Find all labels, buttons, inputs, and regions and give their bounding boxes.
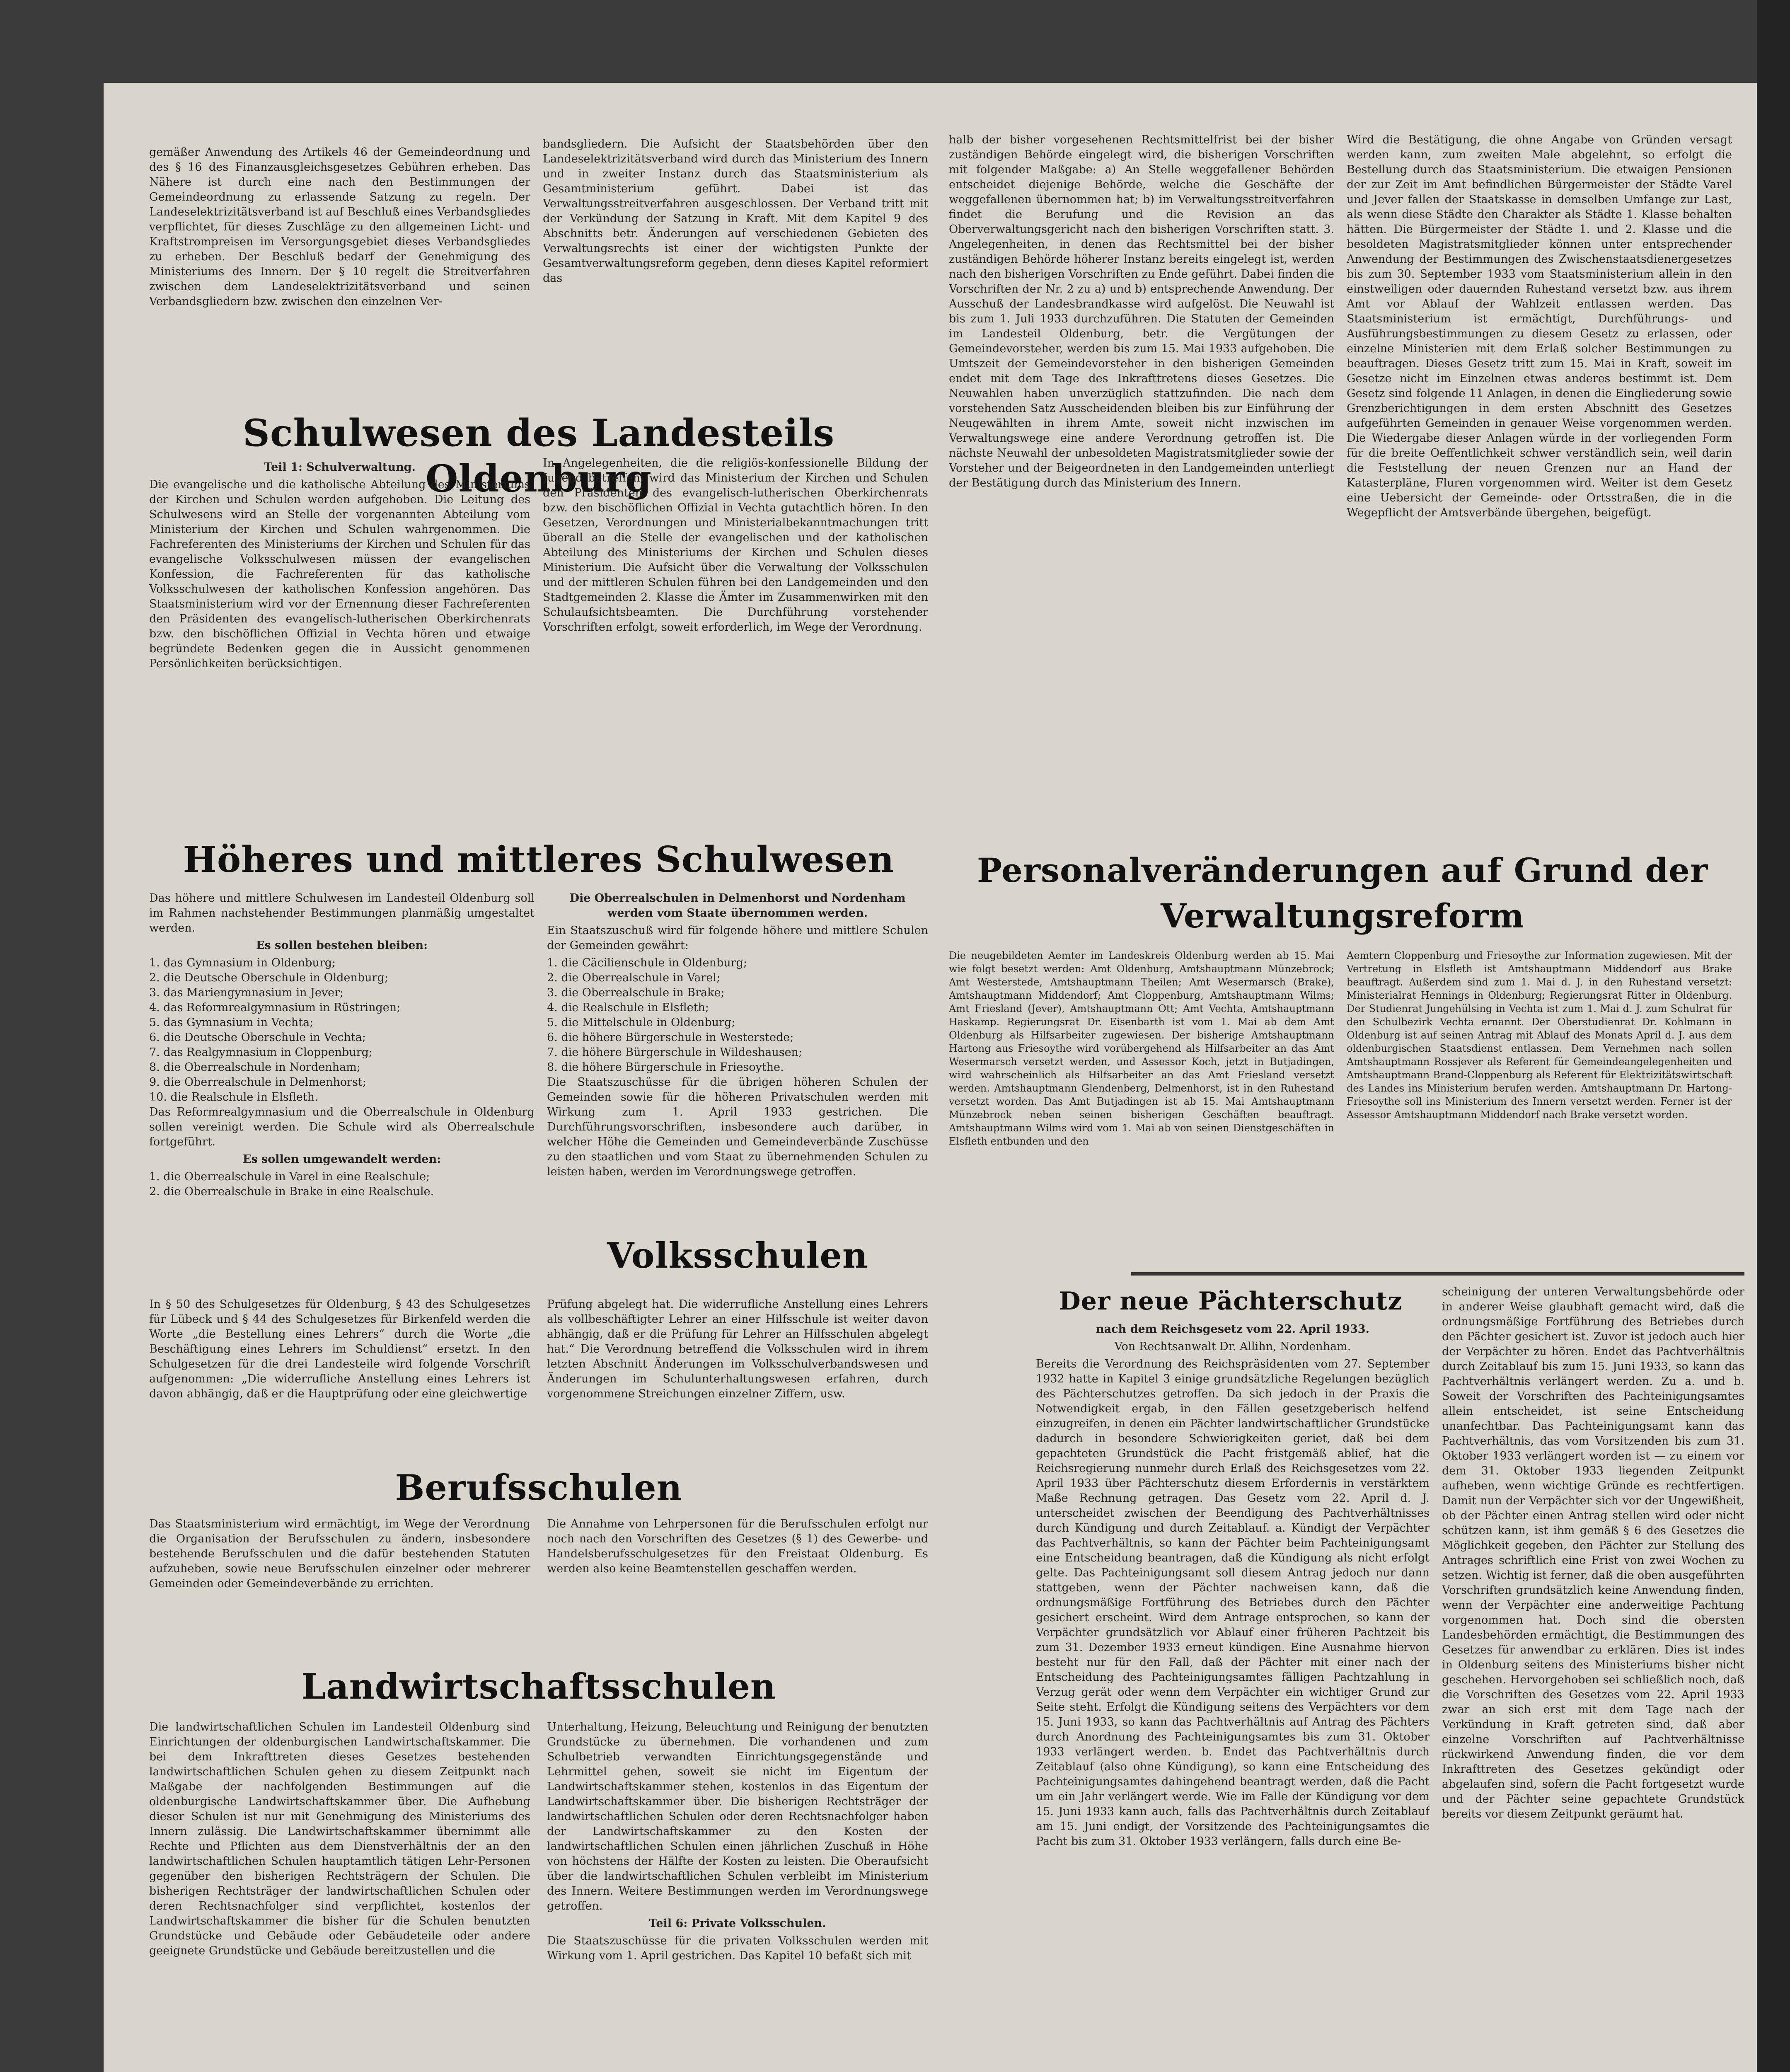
personal-text-a: Die neugebildeten Aemter im Landeskreis Oldenburg werden ab 15. Mai wie folgt besetzt werden: Amt Oldenburg, Amtshauptmann Münzebrock; Amt Westerstede, Amtshauptmann Theilen; Amt Wesermarsch (Brake), Amtshauptmann Middendorf; Amt Cloppenburg, Amtshauptmann Wilms; Amt Friesland (Jever), Amtshauptmann Ott; Amt Vechta, Amtshauptmann Haskamp. Regierungsrat Dr. Eisenbarth ist vom 1. Mai ab dem Amt Oldenburg als Hilfsarbeiter zugewiesen. Der bisherige Amtshauptmann Hartong aus Friesoythe wird vorübergehend als Hilfsarbeiter an das Amt Wesermarsch versetzt werden, und Assessor Koch, jetzt in Butjadingen, wird wahrscheinlich als Hilfsarbeiter an das Amt Friesland versetzt werden. Amtshauptmann Glendenberg, Delmenhorst, ist in den Ruhestand versetzt worden. Das Amt Butjadingen ist ab 15. Mai Amtshauptmann Münzebrock neben seinen bisherigen Geschäften beauftragt. Amtshauptmann Wilms wird vom 1. Mai ab von seinen Dienstgeschäften in Elsfleth entbunden und den [949, 950, 1334, 1147]
personal-heading-line1: Personalveränderungen auf Grund der [977, 851, 1708, 890]
volksschulen-column-a [149, 1297, 530, 1455]
schulwesen-text-b: In Angelegenheiten, die die religiös-konfessionelle Bildung der Jugend betreffen, wird das Ministerium der Kirchen und Schulen den Präsidenten des evangelisch-lutherischen Oberkirchenrats bzw. den bischöflichen Offizial in Vechta gutachtlich hören. In den Gesetzen, Verordnungen und Ministerialbekanntmachungen tritt überall an die Stelle der evangelischen und der katholischen Abteilung des Ministeriums der Kirchen und Schulen dieses Ministerium. Die Aufsicht über die Verwaltung der Volksschulen und der mittleren Schulen führen bei den Landgemeinden und den Stadtgemeinden 2. Klasse die Ämter im Zusammenwirken mit den Schulaufsichtsbeamten. Die Durchführung vorstehender Vorschriften erfolgt, soweit erforderlich, im Wege der Verordnung. [543, 457, 928, 634]
intro-text-b: bandsgliedern. Die Aufsicht der Staatsbehörden über den Landeselektrizitätsverband wird durch das Ministerium des Innern und in zweiter Instanz durch das Staatsministerium als Gesamtministerium geführt. Dabei ist das Verwaltungsstreitverfahren ausgeschlossen. Der Verband tritt mit der Verkündung der Satzung in Kraft. Mit dem Kapitel 9 des Abschnitts betr. Änderungen auf verschiedenen Gebieten des Verwaltungsrechts ist einer der wichtigsten Punkte der Gesamtverwaltungsreform gegeben, denn dieses Kapitel reformiert das [543, 138, 928, 285]
list-item: 1. die Cäcilienschule in Oldenburg; [547, 956, 747, 969]
hoeheres-zuschuss: Ein Staatszuschuß wird für folgende höhere und mittlere Schulen der Gemeinden gewährt: [547, 924, 928, 952]
berufsschulen-column-a [149, 1517, 530, 1641]
list-item: 10. die Realschule in Elsfleth. [149, 1091, 318, 1104]
landwirtschaft-heading: Landwirtschaftsschulen [301, 1666, 776, 1707]
personal-text-b: Aemtern Cloppenburg und Friesoythe zur Information zugewiesen. Mit der Vertretung in Elsfleth ist Amtshauptmann Middendorf aus Brake beauftragt. Außerdem sind zum 1. Mai d. J. in den Ruhestand versetzt: Ministerialrat Hennings in Oldenburg; Regierungsrat Ritter in Oldenburg. Der Studienrat Jungehülsing in Vechta ist zum 1. Mai d. J. zum Schulrat für den Schulbezirk Vechta ernannt. Der Oberstudienrat Dr. Kohlmann in Oldenburg ist auf seinen Antrag mit Ablauf des Monats April d. J. aus dem oldenburgischen Staatsdienst entlassen. Dem Vernehmen nach sollen Amtshauptmann Rossjever als Referent für Gemeindeangelegenheiten und Amtshauptmann Brand-Cloppenburg als Referent für Elektrizitätswirtschaft des Landes ins Ministerium berufen werden. Amtshauptmann Dr. Hartong-Friesoythe soll ins Ministerium des Innern versetzt werden. Ferner ist der Assessor Amtshauptmann Middendorf nach Brake versetzt worden. [1347, 950, 1732, 1121]
zuschuss-list [547, 956, 928, 1075]
berufsschulen-text-a: Das Staatsministerium wird ermächtigt, im Wege der Verordnung die Organisation der Berufsschulen zu ändern, insbesondere bestehende Berufsschulen und die dafür bestehenden Statuten aufzuheben, sowie neue Berufsschulen einzelner oder mehrerer Gemeinden oder Gemeindeverbände zu errichten. [149, 1518, 530, 1590]
middle-text-b: Wird die Bestätigung, die ohne Angabe von Gründen versagt werden kann, zum zweiten Male abgelehnt, so erfolgt die Bestellung durch das Staatsministerium. Die etwaigen Pensionen der zur Zeit im Amt befindlichen Bürgermeister der Städte Varel und Jever fallen der Staatskasse in demselben Umfange zur Last, als wenn diese Städte den Charakter als Städte 1. Klasse behalten hätten. Die Bürgermeister der Städte 1. und 2. Klasse und die besoldeten Magistratsmitglieder können unter entsprechender Anwendung der Bestimmungen des Zwischenstaatsdienergesetzes bis zum 30. September 1933 vom Staatsministerium allein in den einstweiligen oder dauernden Ruhestand versetzt bzw. aus ihrem Amt vor Ablauf der Wahlzeit entlassen werden. Das Staatsministerium ist ermächtigt, Durchführungs- und Ausführungsbestimmungen zu diesem Gesetz zu erlassen, oder einzelne Ministerien mit dem Erlaß solcher Bestimmungen zu beauftragen. Dieses Gesetz tritt zum 15. Mai in Kraft, soweit im Gesetze nicht im Einzelnen etwas anderes bestimmt ist. Dem Gesetz sind folgende 11 Anlagen, in denen die Eingliederung sowie Grenzberichtigungen in dem ersten Abschnitt des Gesetzes aufgeführten Gemeinden in genauer Weise vorgenommen werden. Die Wiedergabe dieser Anlagen würde in der vorliegenden Form für die breite Oeffentlichkeit schwer verständlich sein, weil darin die Feststellung der neuen Grenzen nur an Hand der Katasterpläne, Fluren vorgenommen wird. Weiter ist dem Gesetz eine Uebersicht der Gemeinde- oder Ortsstraßen, die in die Wegepflicht der Amtsverbände übergehen, beigefügt. [1347, 133, 1732, 519]
paechter-text-b: scheinigung der unteren Verwaltungsbehörde oder in anderer Weise glaubhaft gemacht wird, daß die ordnungsmäßige Fortführung des Betriebes durch den Pächter gesichert ist. Zuvor ist jedoch auch hier der Verpächter zu hören. Endet das Pachtverhältnis durch Zeitablauf bis zum 15. Juni 1933, so kann das Pachtverhältnis verlängert werden. Zu a. und b. Soweit der Vorschriften des Pachteinigungsamtes allein entscheidet, ist seine Entscheidung unanfechtbar. Das Pachteinigungsamt kann das Pachtverhältnis, das vom Vorsitzenden bis zum 31. Oktober 1933 verlängert worden ist — zu einem vor dem 31. Oktober 1933 liegenden Zeitpunkt aufheben, wenn wichtige Gründe es rechtfertigen. Damit nun der Verpächter sich vor der Ungewißheit, ob der Pächter einen Antrag stellen wird oder nicht schützen kann, ist ihm gemäß § 6 des Gesetzes die Möglichkeit gegeben, den Pächter zur Stellung des Antrages schriftlich eine Frist von zwei Wochen zu setzen. Wichtig ist ferner, daß die oben ausgeführten Vorschriften grundsätzlich keine Anwendung finden, wenn der Verpächter eine anderweitige Pachtung vorgenommen hat. Doch sind die obersten Landesbehörden ermächtigt, die Bestimmungen des Gesetzes für anwendbar zu erklären. Dies ist indes in Oldenburg seitens des Ministeriums bisher nicht geschehen. Hervorgehoben sei schließlich noch, daß die Vorschriften des Gesetzes vom 22. April 1933 zwar an sich erst mit dem Tage nach der Verkündung in Kraft getreten sind, daß aber einzelne Vorschriften auf Pachtverhältnisse rückwirkend Anwendung finden, die vor dem Inkrafttreten des Gesetzes gekündigt oder abgelaufen sind, sofern die Pacht fortgesetzt wurde und der Pächter seine gepachtete Grundstück bereits vor diesem Zeitpunkt geräumt hat. [1442, 1285, 1744, 1820]
landwirtschaft-text-b: Unterhaltung, Heizung, Beleuchtung und Reinigung der benutzten Grundstücke zu übernehmen. Die vorhandenen und zum Schulbetrieb verwandten Einrichtungsgegenstände und Lehrmittel gehen, soweit sie nicht im Eigentum der Landwirtschaftskammer stehen, kostenlos in das Eigentum der Landwirtschaftskammer über. Die bisherigen Rechtsträger der landwirtschaftlichen Schulen oder deren Rechtsnachfolger haben der Landwirtschaftskammer zu den Kosten der landwirtschaftlichen Schulen einen jährlichen Zuschuß in Höhe von höchstens der Hälfte der Kosten zu leisten. Die Oberaufsicht über die landwirtschaftlichen Schulen verbleibt im Ministerium des Innern. Weitere Bestimmungen werden im Verordnungswege getroffen. [547, 1721, 928, 1912]
intro-text-a: gemäßer Anwendung des Artikels 46 der Gemeindeordnung und des § 16 des Finanzausgleichsgesetzes Gebühren erheben. Das Nähere ist durch eine nach den Bestimmungen der Gemeindeordnung zu erlassende Satzung zu regeln. Der Landeselektrizitätsverband ist auf Beschluß eines Verbandsgliedes verpflichtet, für dieses Zuschläge zu den allgemeinen Licht- und Kraftstrompreisen im Versorgungsgebiet dieses Verbandsgliedes zu erheben. Der Beschluß bedarf der Genehmigung des Ministeriums des Innern. Der § 10 regelt die Streitverfahren zwischen dem Landeselektrizitätsverband und seinen Verbandsgliedern bzw. zwischen den einzelnen Ver- [149, 146, 530, 308]
list-item: 2. die Oberrealschule in Varel; [547, 971, 721, 984]
list-item: 2. die Deutsche Oberschule in Oldenburg; [149, 971, 388, 984]
landwirtschaft-column-a [149, 1720, 530, 2072]
schulwesen-column-b [543, 456, 928, 812]
hoeheres-umgewandelt: Es sollen umgewandelt werden: [242, 1153, 441, 1166]
intro-column-b [543, 137, 928, 394]
landwirtschaft-teil6: Teil 6: Private Volksschulen. [649, 1917, 826, 1930]
hoeheres-vereinigt: Das Reformrealgymnasium und die Oberrealschule in Oldenburg sollen vereinigt werden. Die Schule wird als Oberrealschule fortgeführt. [149, 1106, 535, 1148]
middle-column-b [1347, 133, 1732, 845]
paechter-subtitle: nach dem Reichsgesetz vom 22. April 1933. [1096, 1323, 1369, 1336]
personal-column-b [1347, 949, 1732, 1264]
list-item: 5. das Gymnasium in Vechta; [149, 1016, 314, 1029]
book-spine [1757, 0, 1790, 2072]
berufsschulen-column-b [547, 1517, 928, 1641]
paechter-author: Von Rechtsanwalt Dr. Allihn, Nordenham. [1114, 1340, 1351, 1353]
schools-list [149, 956, 535, 1105]
schulwesen-text-a: Die evangelische und die katholische Abteilung des Ministeriums der Kirchen und Schulen werden aufgehoben. Die Leitung des Schulwesens wird an Stelle der vorgenannten Abteilung vom Ministerium der Kirchen und Schulen wahrgenommen. Die Fachreferenten des Ministeriums der Kirchen und Schulen für das evangelische Volksschulwesen müssen der evangelischen Konfession, die Fachreferenten für das katholische Volksschulwesen der katholischen Konfession angehören. Das Staatsministerium wird vor der Ernennung dieser Fachreferenten den Präsidenten des evangelisch-lutherischen Oberkirchenrats bzw. den bischöflichen Offizial in Vechta hören und etwaige begründete Bedenken gegen die in Aussicht genommenen Persönlichkeiten berücksichtigen. [149, 478, 530, 670]
middle-column-a [949, 133, 1334, 845]
paechter-column-a [1036, 1322, 1430, 2072]
list-item: 3. die Oberrealschule in Brake; [547, 986, 725, 999]
hoeheres-intro: Das höhere und mittlere Schulwesen im Landesteil Oldenburg soll im Rahmen nachstehender Bestimmungen planmäßig umgestaltet werden. [149, 892, 535, 934]
umgewandelt-list [149, 1169, 535, 1199]
list-item: 2. die Oberrealschule in Brake in eine Realschule. [149, 1185, 434, 1198]
paechter-text-a: Bereits die Verordnung des Reichspräsidenten vom 27. September 1932 hatte in Kapitel 3 einige grundsätzliche Regelungen bezüglich des Pächterschutzes getroffen. Da sich jedoch in der Praxis die Notwendigkeit ergab, in den Fällen gesetzgeberisch helfend einzugreifen, in denen ein Pächter landwirtschaftlicher Grundstücke dadurch in besondere Schwierigkeiten geriet, daß bei dem gepachteten Grundstück die Pacht fristgemäß ablief, hat die Reichsregierung nunmehr durch Erlaß des Reichsgesetzes vom 22. April 1933 über Pächterschutz diesem Erfordernis in verstärktem Maße Rechnung getragen. Das Gesetz vom 22. April d. J. unterscheidet zwischen der Beendigung des Pachtverhältnisses durch Kündigung und durch Zeitablauf. a. Kündigt der Verpächter das Pachtverhältnis, so kann der Pächter beim Pachteinigungsamt eine Entscheidung beantragen, daß die Kündigung als nicht erfolgt gelte. Das Pachteinigungsamt soll diesem Antrag jedoch nur dann stattgeben, wenn der Pächter nachweisen kann, daß die ordnungsmäßige Fortführung des Betriebes durch den Pächter gesichert erscheint. Wird dem Antrage entsprochen, so kann der Verpächter grundsätzlich vor Ablauf einer früheren Pachtzeit bis zum 31. Dezember 1933 erneut kündigen. Eine Ausnahme hiervon besteht nur für den Fall, daß der Pächter mit einer nach der Entscheidung des Pachteinigungsamtes fälligen Pachtzahlung in Verzug gerät oder wenn dem Verpächter ein wichtiger Grund zur Seite steht. Erfolgt die Kündigung seitens des Verpächters vor dem 15. Juni 1933, so kann das Pachtverhältnis auf Antrag des Pächters durch Anordnung des Pachteinigungsamtes bis zum 31. Oktober 1933 verlängert werden. b. Endet das Pachtverhältnis durch Zeitablauf (also ohne Kündigung), so kann eine Entscheidung des Pachteinigungsamtes dahingehend beantragt werden, daß die Pacht um ein Jahr verlängert werde. Wie im Falle der Kündigung vor dem 15. Juni 1933 kann auch, falls das Pachtverhältnis durch Zeitablauf am 15. Juni endigt, der Vorsitzende des Pachteinigungsamtes die Pacht bis zum 31. Oktober 1933 verlängern, falls durch eine Be- [1036, 1358, 1430, 1848]
volksschulen-text-b: Prüfung abgelegt hat. Die widerrufliche Anstellung eines Lehrers als vollbeschäftigter Lehrer an einer Hilfsschule ist weiter davon abhängig, daß er die Prüfung für Lehrer an Hilfsschulen abgelegt hat.“ Die Verordnung betreffend die Volksschulen wird in ihrem letzten Abschnitt Änderungen im Volksschulverbandswesen und Änderungen im Schulunterhaltungswesen erfahren, durch vorgenommene Streichungen einzelner Ziffern, usw. [547, 1298, 928, 1400]
hoeheres-tail: Die Staatszuschüsse für die übrigen höheren Schulen der Gemeinden sowie für die höheren Privatschulen werden mit Wirkung zum 1. April 1933 gestrichen. Die Durchführungsvorschriften, insbesondere auch darüber, in welcher Höhe die Gemeinden und Gemeindeverbände Zuschüsse zu den staatlichen und vom Staat zu übernehmenden Schulen zu leisten haben, werden im Verordnungswege getroffen. [547, 1076, 928, 1178]
hoeheres-bestehen: Es sollen bestehen bleiben: [256, 939, 428, 952]
personal-heading-line2: Verwaltungsreform [1161, 896, 1524, 935]
hoeheres-heading: Höheres und mittleres Schulwesen [183, 839, 895, 881]
landwirtschaft-teil6-text: Die Staatszuschüsse für die privaten Volksschulen werden mit Wirkung vom 1. April gestrichen. Das Kapitel 10 befaßt sich mit [547, 1934, 928, 1962]
list-item: 4. das Reformrealgymnasium in Rüstringen; [149, 1001, 401, 1014]
schulwesen-heading: Schulwesen des Landesteils Oldenburg [242, 411, 835, 501]
volksschulen-text-a: In § 50 des Schulgesetzes für Oldenburg, § 43 des Schulgesetzes für Lübeck und § 44 des Schulgesetzes für Birkenfeld werden die Worte „die Bestellung eines Lehrers“ durch die Worte „die Beschäftigung eines Lehrers im Schuldienst“ ersetzt. In den Schulgesetzen für die drei Landesteile wird folgende Vorschrift aufgenommen: „Die widerrufliche Anstellung eines Lehrers ist davon abhängig, daß er die Hauptprüfung oder eine gleichwertige [149, 1298, 530, 1400]
list-item: 6. die Deutsche Oberschule in Vechta; [149, 1031, 366, 1044]
middle-text-a: halb der bisher vorgesehenen Rechtsmittelfrist bei der bisher zuständigen Behörde eingelegt wird, die bisherigen Vorschriften mit folgender Maßgabe: a) An Stelle weggefallener Behörden entscheidet diejenige Behörde, welche die Geschäfte der weggefallenen übernommen hat; b) im Verwaltungsstreitverfahren findet die Berufung und die Revision an das Oberverwaltungsgericht nach den bisherigen Vorschriften statt. 3. Angelegenheiten, in denen das Rechtsmittel bei der bisher zuständigen Behörde höherer Instanz bereits eingelegt ist, werden nach den bisherigen Vorschriften zu Ende geführt. Dabei finden die Vorschriften der Nr. 2 zu a) und b) entsprechende Anwendung. Der Ausschuß der Landesbrandkasse wird aufgelöst. Die Neuwahl ist bis zum 1. Juli 1933 durchzuführen. Die Statuten der Gemeinden im Landesteil Oldenburg, betr. die Vergütungen der Gemeindevorsteher, werden bis zum 15. Mai 1933 aufgehoben. Die Umtszeit der Gemeindevorsteher in den bisherigen Gemeinden endet mit dem Tage des Inkrafttretens dieses Gesetzes. Die Neuwahlen haben unverzüglich stattzufinden. Die nach dem vorstehenden Satz Ausscheidenden bleiben bis zur Einführung der Neugewählten in ihrem Amte, soweit nicht inzwischen im Verwaltungswege eine andere Verordnung getroffen ist. Die nächste Neuwahl der unbesoldeten Magistratsmitglieder sowie der Vorsteher und der Beigeordneten in den Landgemeinden unterliegt der Bestätigung durch das Ministerium des Innern. [949, 133, 1334, 489]
list-item: 9. die Oberrealschule in Delmenhorst; [149, 1076, 366, 1089]
list-item: 7. die höhere Bürgerschule in Wildeshausen; [547, 1046, 803, 1059]
berufsschulen-text-b: Die Annahme von Lehrpersonen für die Berufsschulen erfolgt nur noch nach den Vorschriften des Gesetzes (§ 1) des Gewerbe- und Handelsberufsschulgesetzes für den Freistaat Oldenburg. Es werden also keine Beamtenstellen geschaffen werden. [547, 1518, 928, 1575]
list-item: 5. die Mittelschule in Oldenburg; [547, 1016, 735, 1029]
hoeheres-column-a [149, 891, 535, 1280]
paechter-heading: Der neue Pächterschutz [1059, 1287, 1403, 1316]
list-item: 7. das Realgymnasium in Cloppenburg; [149, 1046, 373, 1059]
paechter-column-b [1442, 1285, 1744, 2072]
landwirtschaft-column-b [547, 1720, 928, 2072]
list-item: 4. die Realschule in Elsfleth; [547, 1001, 709, 1014]
hoeheres-column-b [547, 891, 928, 1231]
landwirtschaft-text-a: Die landwirtschaftlichen Schulen im Landesteil Oldenburg sind Einrichtungen der oldenburgischen Landwirtschaftskammer. Die bei dem Inkrafttreten dieses Gesetzes bestehenden landwirtschaftlichen Schulen gehen zu diesem Zeitpunkt nach Maßgabe der nachfolgenden Bestimmungen auf die oldenburgische Landwirtschaftskammer über. Die Aufhebung dieser Schulen ist nur mit Genehmigung des Ministeriums des Innern zulässig. Die Landwirtschaftskammer übernimmt alle Rechte und Pflichten aus dem Dienstverhältnis der an den landwirtschaftlichen Schulen hauptamtlich tätigen Lehr-Personen gegenüber den bisherigen Rechtsträgern der Schulen. Die bisherigen Rechtsträger der landwirtschaftlichen Schulen oder deren Rechtsnachfolger sind verpflichtet, kostenlos der Landwirtschaftskammer die bisher für die Schulen benutzten Grundstücke und Gebäude oder Gebäudeteile oder andere geeignete Grundstücke und Gebäude bereitzustellen und die [149, 1721, 530, 1957]
section-rule [1131, 1272, 1744, 1276]
list-item: 6. die höhere Bürgerschule in Westerstede; [547, 1031, 794, 1044]
berufsschulen-heading: Berufsschulen [395, 1467, 682, 1508]
personal-column-a [949, 949, 1334, 1264]
volksschulen-heading: Volksschulen [607, 1235, 868, 1276]
schulwesen-column-a [149, 460, 530, 804]
list-item: 8. die Oberrealschule in Nordenham; [149, 1061, 360, 1074]
volksschulen-column-b [547, 1297, 928, 1455]
newspaper-page [104, 83, 1757, 2072]
intro-column-a [149, 145, 530, 394]
list-item: 3. das Mariengymnasium in Jever; [149, 986, 344, 999]
list-item: 1. die Oberrealschule in Varel in eine Realschule; [149, 1170, 430, 1183]
schulwesen-teil1: Teil 1: Schulverwaltung. [264, 461, 416, 474]
list-item: 8. die höhere Bürgerschule in Friesoythe. [547, 1061, 784, 1074]
hoeheres-staat: Die Oberrealschulen in Delmenhorst und Nordenham werden vom Staate übernommen werden. [569, 892, 906, 920]
list-item: 1. das Gymnasium in Oldenburg; [149, 956, 336, 969]
